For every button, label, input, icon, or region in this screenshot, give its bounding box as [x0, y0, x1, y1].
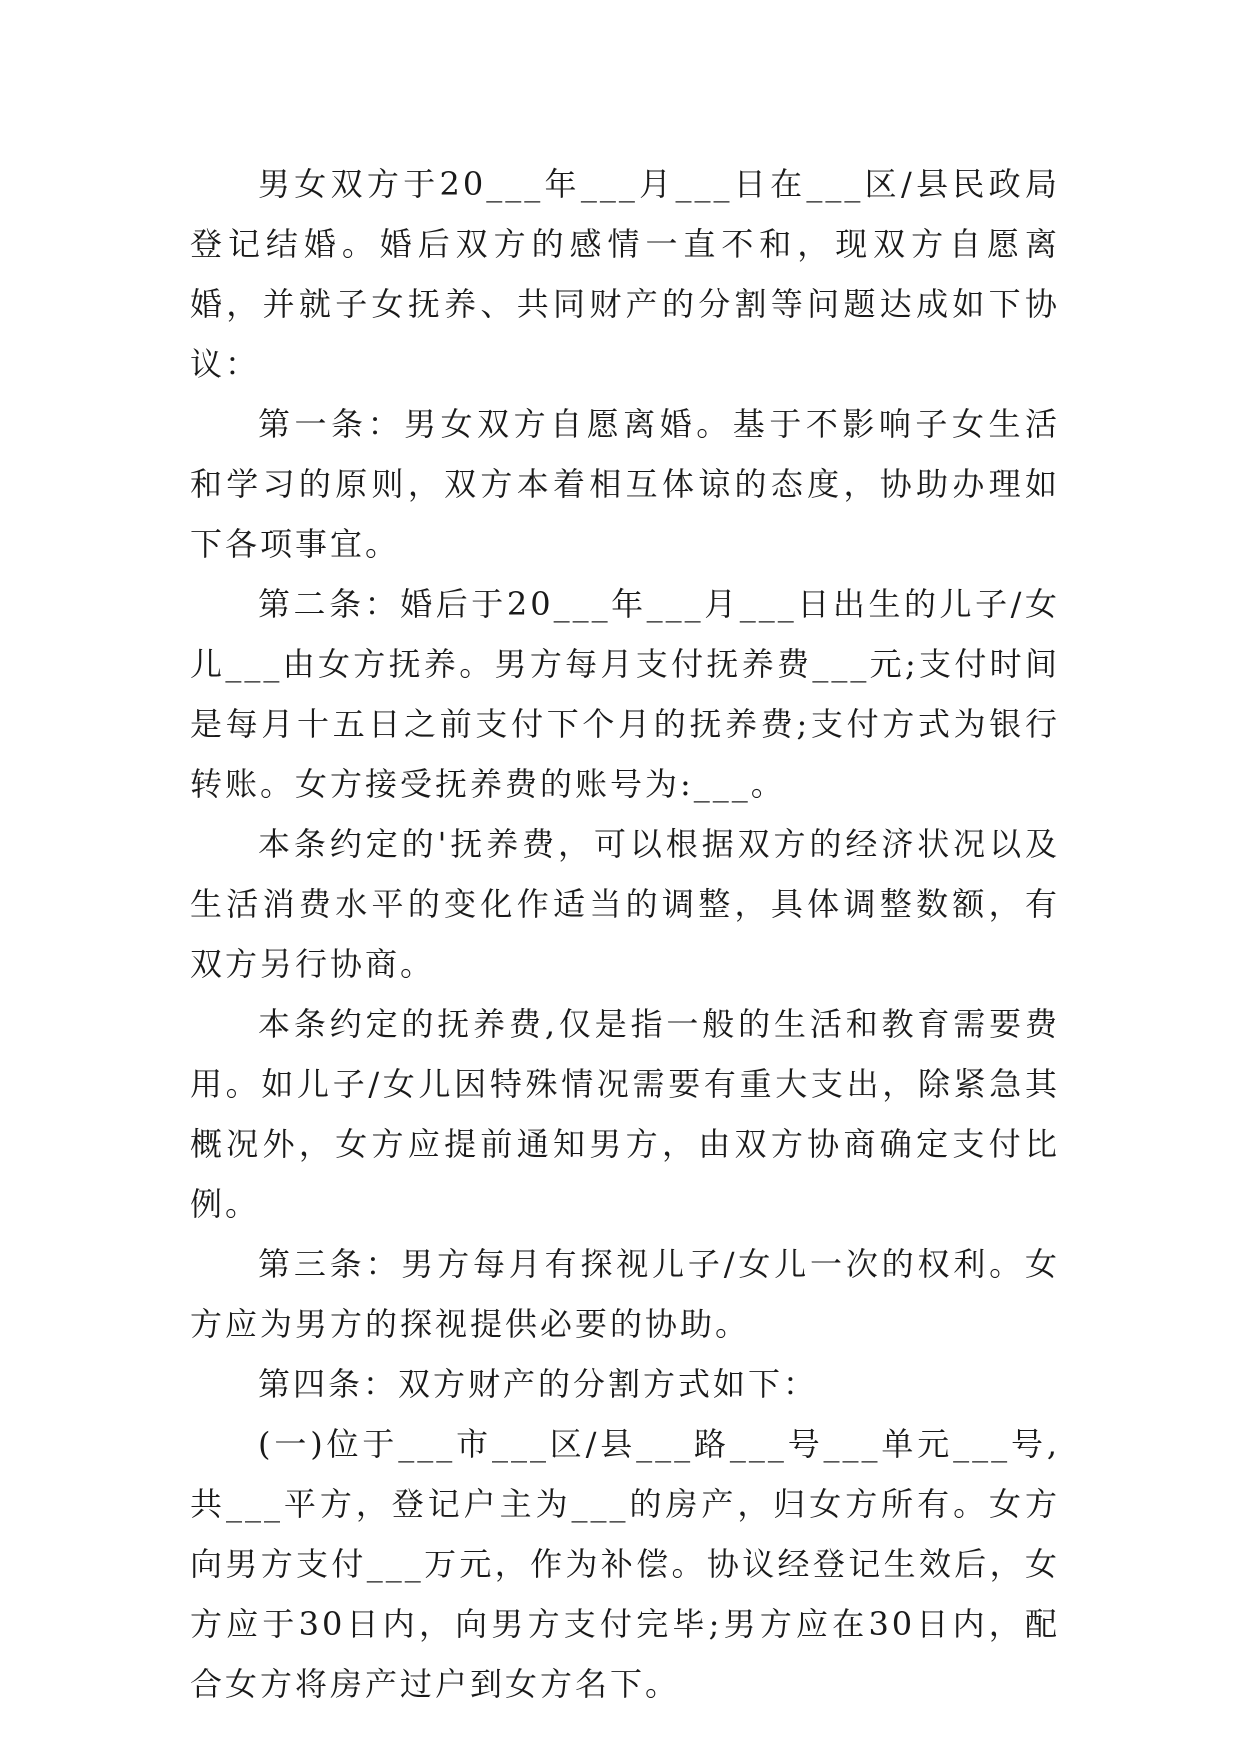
document-body [190, 154, 1060, 1714]
paragraph-article-4: 第四条：双方财产的分割方式如下： [258, 1365, 819, 1403]
paragraph-article-3: 第三条：男方每月有探视儿子/女儿一次的权利。女方应为男方的探视提供必要的协助。 [190, 1245, 1060, 1343]
paragraph-article-2-scope: 本条约定的抚养费,仅是指一般的生活和教育需要费用。如儿子/女儿因特殊情况需要有重大支出，除紧急其概况外，女方应提前通知男方，由双方协商确定支付比例。 [190, 1005, 1060, 1223]
paragraph-article-4-item-1: (一)位于___市___区/县___路___号___单元___号,共___平方，登记户主为___的房产，归女方所有。女方向男方支付___万元，作为补偿。协议经登记生效后，女方应于30日内，向男方支付完毕;男方应在30日内，配合女方将房产过户到女方名下。 [190, 1425, 1060, 1703]
paragraph-preamble: 男女双方于20___年___月___日在___区/县民政局登记结婚。婚后双方的感情一直不和，现双方自愿离婚，并就子女抚养、共同财产的分割等问题达成如下协议： [190, 165, 1060, 383]
paragraph-article-2: 第二条：婚后于20___年___月___日出生的儿子/女儿___由女方抚养。男方每月支付抚养费___元;支付时间是每月十五日之前支付下个月的抚养费;支付方式为银行转账。女方接受抚养费的账号为:___。 [190, 585, 1060, 803]
paragraph-article-2-adjustment: 本条约定的'抚养费，可以根据双方的经济状况以及生活消费水平的变化作适当的调整，具体调整数额，有双方另行协商。 [190, 825, 1060, 983]
paragraph-article-1: 第一条：男女双方自愿离婚。基于不影响子女生活和学习的原则，双方本着相互体谅的态度，协助办理如下各项事宜。 [190, 405, 1060, 563]
